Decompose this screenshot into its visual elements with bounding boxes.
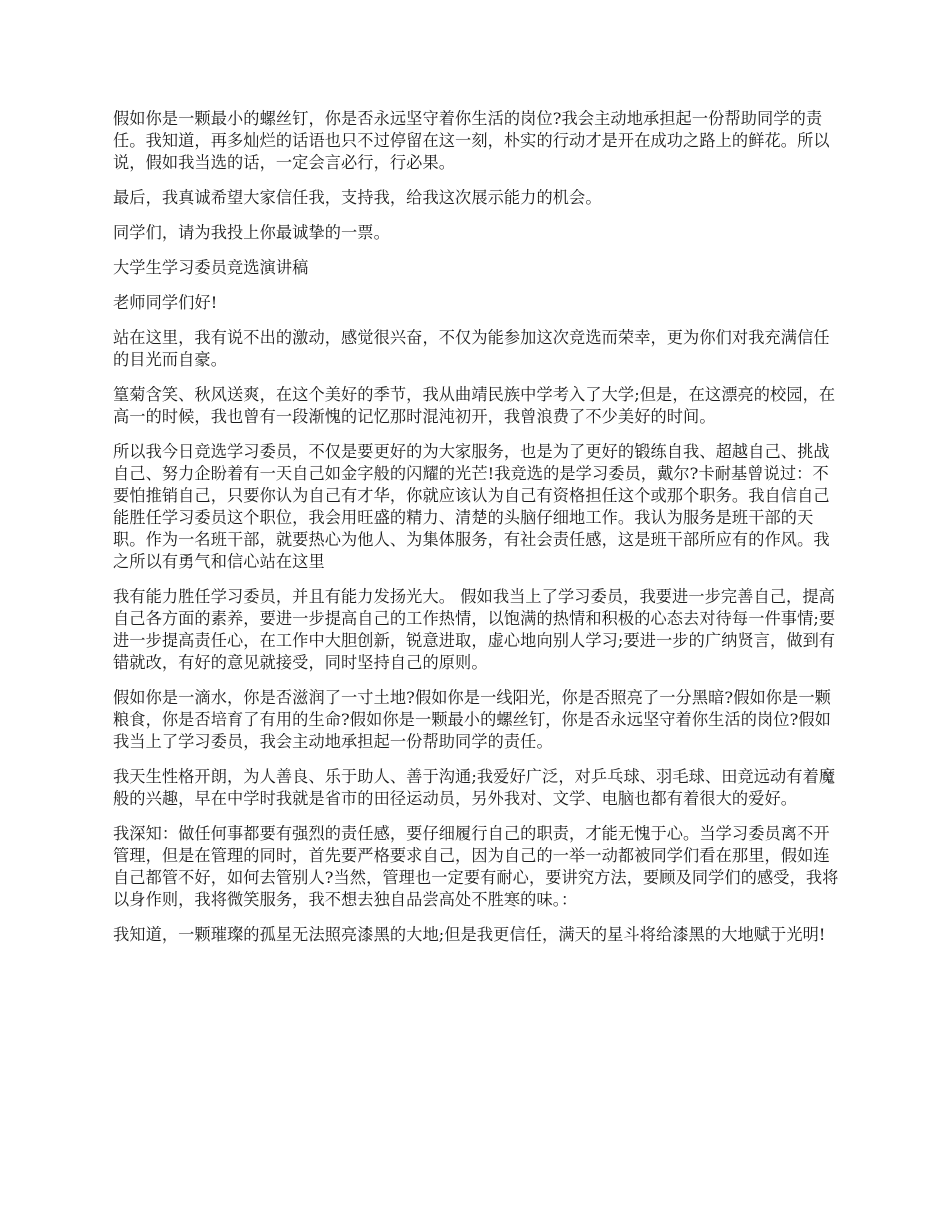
paragraph: 我天生性格开朗，为人善良、乐于助人、善于沟通;我爱好广泛，对乒乓球、羽毛球、田竞远动有着魔般的兴趣，早在中学时我就是省市的田径运动员，另外我对、文学、电脑也都有着很大的爱好。: [113, 767, 836, 808]
paragraph: 我有能力胜任学习委员，并且有能力发扬光大。 假如我当上了学习委员，我要进一步完善自己，提高自己各方面的素养，要进一步提高自己的工作热情，以饱满的热情和积极的心态去对待每一件事情;要进一步提高责任心，在工作中大胆创新，锐意进取，虚心地向别人学习;要进一步的广纳贤言，做到有错就改，有好的意见就接受，同时坚持自己的原则。: [113, 587, 836, 672]
greeting: 老师同学们好!: [113, 293, 218, 312]
paragraph: 假如你是一颗最小的螺丝钉，你是否永远坚守着你生活的岗位?我会主动地承担起一份帮助同学的责任。我知道，再多灿烂的话语也只不过停留在这一刻，朴实的行动才是开在成功之路上的鲜花。所以说，假如我当选的话，一定会言必行，行必果。: [113, 109, 830, 172]
paragraph: 我深知：做任何事都要有强烈的责任感，要仔细履行自己的职责，才能无愧于心。当学习委员离不开管理，但是在管理的同时，首先要严格要求自己，因为自己的一举一动都被同学们看在那里，假如连自己都管不好，如何去管别人?当然，管理也一定要有耐心，要讲究方法，要顾及同学们的感受，我将以身作则，我将微笑服务，我不想去独自品尝高处不胜寒的味。：: [113, 824, 839, 909]
paragraph: 假如你是一滴水，你是否滋润了一寸土地?假如你是一线阳光，你是否照亮了一分黑暗?假如你是一颗粮食，你是否培育了有用的生命?假如你是一颗最小的螺丝钉，你是否永远坚守着你生活的岗位?假如我当上了学习委员，我会主动地承担起一份帮助同学的责任。: [113, 688, 831, 751]
paragraph: 所以我今日竞选学习委员，不仅是要更好的为大家服务，也是为了更好的锻练自我、超越自己、挑战自己、努力企盼着有一天自己如金字般的闪耀的光芒!我竞选的是学习委员，戴尔?卡耐基曾说过：不要怕推销自己，只要你认为自己有才华，你就应该认为自己有资格担任这个或那个职务。我自信自己能胜任学习委员这个职位，我会用旺盛的精力、清楚的头脑仔细地工作。我认为服务是班干部的天职。作为一名班干部，就要热心为他人、为集体服务，有社会责任感，这是班干部所应有的作风。我之所以有勇气和信心站在这里: [113, 442, 830, 571]
paragraph: 同学们，请为我投上你最诚挚的一票。: [113, 223, 390, 242]
paragraph: 站在这里，我有说不出的激动，感觉很兴奋，不仅为能参加这次竞选而荣幸，更为你们对我充满信任的目光而自豪。: [113, 328, 830, 369]
section-title: 大学生学习委员竞选演讲稿: [113, 258, 309, 277]
paragraph: 篁菊含笑、秋风送爽，在这个美好的季节，我从曲靖民族中学考入了大学;但是，在这漂亮的校园，在高一的时候，我也曾有一段渐愧的记忆那时混沌初开，我曾浪费了不少美好的时间。: [113, 385, 836, 426]
document-body: [113, 108, 843, 959]
paragraph: 我知道，一颗璀璨的孤星无法照亮漆黑的大地;但是我更信任，满天的星斗将给漆黑的大地赋于光明!: [113, 925, 826, 944]
paragraph: 最后，我真诚希望大家信任我，支持我，给我这次展示能力的机会。: [113, 188, 602, 207]
